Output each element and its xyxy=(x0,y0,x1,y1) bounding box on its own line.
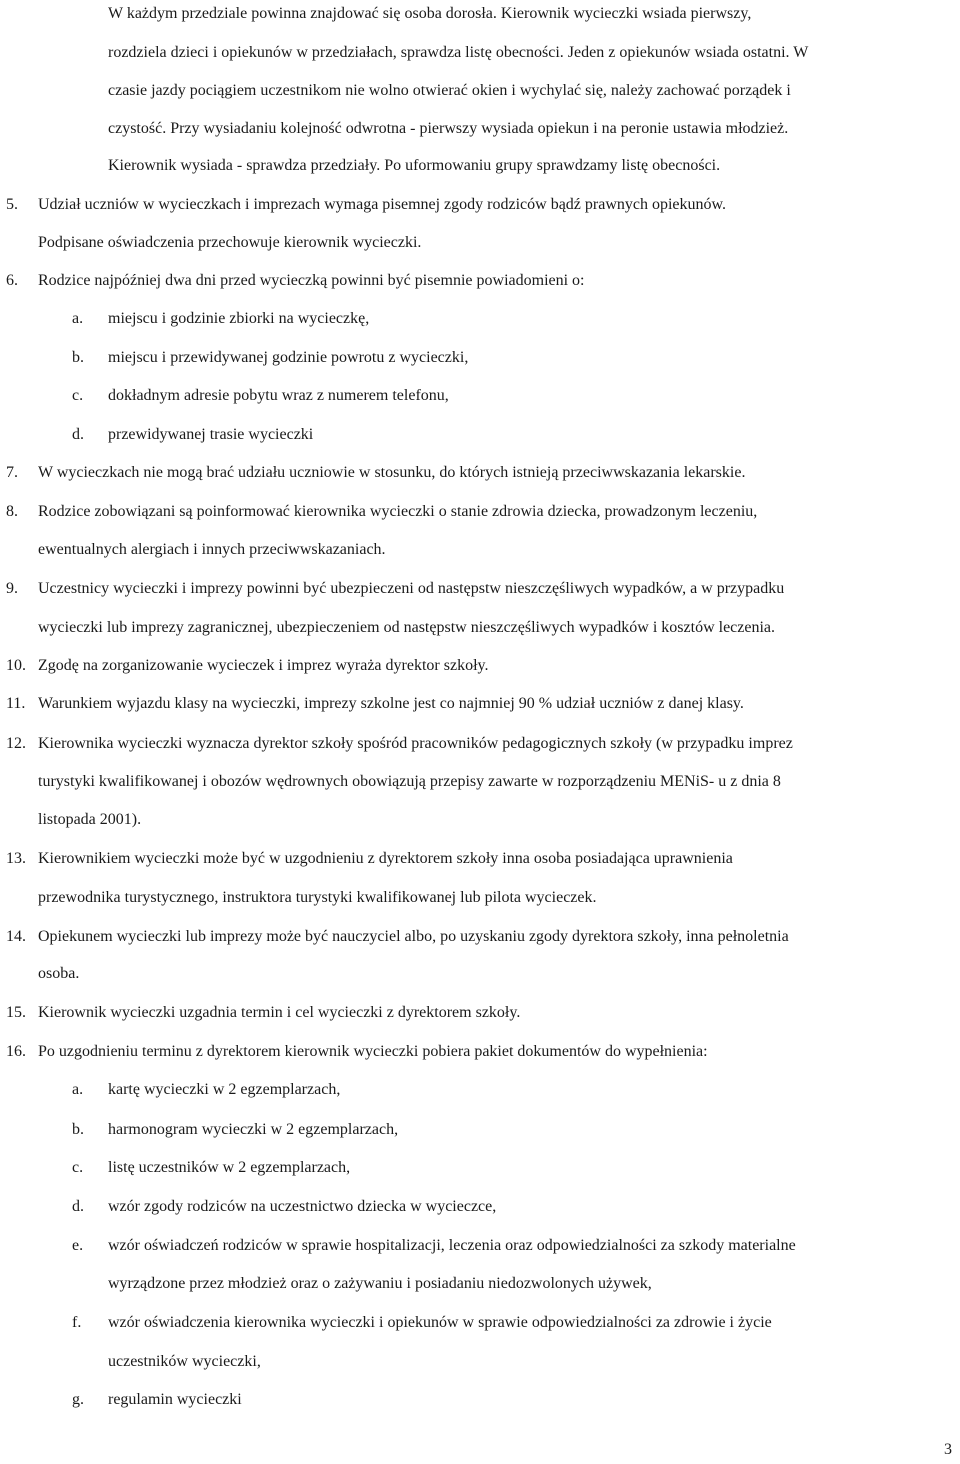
subitem-letter: b. xyxy=(72,349,84,366)
subitem-text: miejscu i przewidywanej godzinie powrotu z wycieczki, xyxy=(108,349,469,366)
intro-line: czystość. Przy wysiadaniu kolejność odwrotna - pierwszy wysiada opiekun i na peronie ustawia młodzież. xyxy=(108,120,789,137)
subitem-letter: e. xyxy=(72,1237,84,1254)
intro-line: Kierownik wysiada - sprawdza przedziały. Po uformowaniu grupy sprawdzamy listę obecności. xyxy=(108,157,721,174)
subitem-text: regulamin wycieczki xyxy=(108,1391,242,1408)
item-number: 15. xyxy=(6,1004,26,1021)
item-number: 10. xyxy=(6,657,26,674)
intro-line: W każdym przedziale powinna znajdować się osoba dorosła. Kierownik wycieczki wsiada pierwszy, xyxy=(108,5,752,22)
item-text: Warunkiem wyjazdu klasy na wycieczki, imprezy szkolne jest co najmniej 90 % udział uczniów z danej klasy. xyxy=(38,695,744,712)
subitem-text: wyrządzone przez młodzież oraz o zażywaniu i posiadaniu niedozwolonych używek, xyxy=(108,1275,652,1292)
item-text: Po uzgodnieniu terminu z dyrektorem kierownik wycieczki pobiera pakiet dokumentów do wypełnienia: xyxy=(38,1043,708,1060)
subitem-text: przewidywanej trasie wycieczki xyxy=(108,426,314,443)
item-number: 14. xyxy=(6,928,26,945)
item-number: 5. xyxy=(6,196,18,213)
item-text: Kierownika wycieczki wyznacza dyrektor szkoły spośród pracowników pedagogicznych szkoły (w przypadku imprez xyxy=(38,735,793,752)
subitem-letter: g. xyxy=(72,1391,84,1408)
subitem-text: dokładnym adresie pobytu wraz z numerem telefonu, xyxy=(108,387,449,404)
intro-line: rozdziela dzieci i opiekunów w przedziałach, sprawdza listę obecności. Jeden z opiekunów wsiada ostatni. W xyxy=(108,44,809,61)
item-text: W wycieczkach nie mogą brać udziału uczniowie w stosunku, do których istnieją przeciwwskazania lekarskie. xyxy=(38,464,746,481)
item-text: ewentualnych alergiach i innych przeciwwskazaniach. xyxy=(38,541,386,558)
item-text: listopada 2001). xyxy=(38,811,142,828)
item-number: 12. xyxy=(6,735,26,752)
item-number: 9. xyxy=(6,580,18,597)
subitem-letter: c. xyxy=(72,387,84,404)
intro-line: czasie jazdy pociągiem uczestnikom nie wolno otwierać okien i wychylać się, należy zachować porządek i xyxy=(108,82,791,99)
subitem-text: miejscu i godzinie zbiorki na wycieczkę, xyxy=(108,310,370,327)
item-text: Opiekunem wycieczki lub imprezy może być nauczyciel albo, po uzyskaniu zgody dyrektora szkoły, inna pełnoletnia xyxy=(38,928,789,945)
subitem-letter: f. xyxy=(72,1314,82,1331)
subitem-letter: d. xyxy=(72,1198,84,1215)
subitem-letter: a. xyxy=(72,1081,84,1098)
item-number: 6. xyxy=(6,272,18,289)
subitem-text: harmonogram wycieczki w 2 egzemplarzach, xyxy=(108,1121,399,1138)
item-number: 7. xyxy=(6,464,18,481)
item-text: turystyki kwalifikowanej i obozów wędrownych obowiązują przepisy zawarte w rozporządzeniu MENiS- u z dnia 8 xyxy=(38,773,781,790)
item-text: Kierownikiem wycieczki może być w uzgodnieniu z dyrektorem szkoły inna osoba posiadająca uprawnienia xyxy=(38,850,733,867)
item-text: Kierownik wycieczki uzgadnia termin i cel wycieczki z dyrektorem szkoły. xyxy=(38,1004,521,1021)
item-text: Rodzice zobowiązani są poinformować kierownika wycieczki o stanie zdrowia dziecka, prowadzonym leczeniu, xyxy=(38,503,758,520)
subitem-text: wzór zgody rodziców na uczestnictwo dziecka w wycieczce, xyxy=(108,1198,497,1215)
subitem-text: wzór oświadczeń rodziców w sprawie hospitalizacji, leczenia oraz odpowiedzialności za szkody materialne xyxy=(108,1237,796,1254)
subitem-letter: b. xyxy=(72,1121,84,1138)
subitem-text: wzór oświadczenia kierownika wycieczki i opiekunów w sprawie odpowiedzialności za zdrowie i życie xyxy=(108,1314,772,1331)
item-number: 8. xyxy=(6,503,18,520)
page-number: 3 xyxy=(944,1441,952,1458)
item-number: 13. xyxy=(6,850,26,867)
subitem-text: uczestników wycieczki, xyxy=(108,1353,261,1370)
item-text: Rodzice najpóźniej dwa dni przed wycieczką powinni być pisemnie powiadomieni o: xyxy=(38,272,585,289)
subitem-text: listę uczestników w 2 egzemplarzach, xyxy=(108,1159,351,1176)
subitem-letter: a. xyxy=(72,310,84,327)
item-text: osoba. xyxy=(38,965,80,982)
subitem-text: kartę wycieczki w 2 egzemplarzach, xyxy=(108,1081,341,1098)
item-text: wycieczki lub imprezy zagranicznej, ubezpieczeniem od następstw nieszczęśliwych wypadków i kosztów leczenia. xyxy=(38,619,776,636)
item-text: Zgodę na zorganizowanie wycieczek i imprez wyraża dyrektor szkoły. xyxy=(38,657,489,674)
item-text: Udział uczniów w wycieczkach i imprezach wymaga pisemnej zgody rodziców bądź prawnych opiekunów. xyxy=(38,196,727,213)
item-text: przewodnika turystycznego, instruktora turystyki kwalifikowanej lub pilota wycieczek. xyxy=(38,889,597,906)
item-number: 16. xyxy=(6,1043,26,1060)
item-number: 11. xyxy=(6,695,26,712)
subitem-letter: d. xyxy=(72,426,84,443)
subitem-letter: c. xyxy=(72,1159,84,1176)
item-text: Uczestnicy wycieczki i imprezy powinni być ubezpieczeni od następstw nieszczęśliwych wypadków, a w przypadku xyxy=(38,580,785,597)
item-text: Podpisane oświadczenia przechowuje kierownik wycieczki. xyxy=(38,234,422,251)
